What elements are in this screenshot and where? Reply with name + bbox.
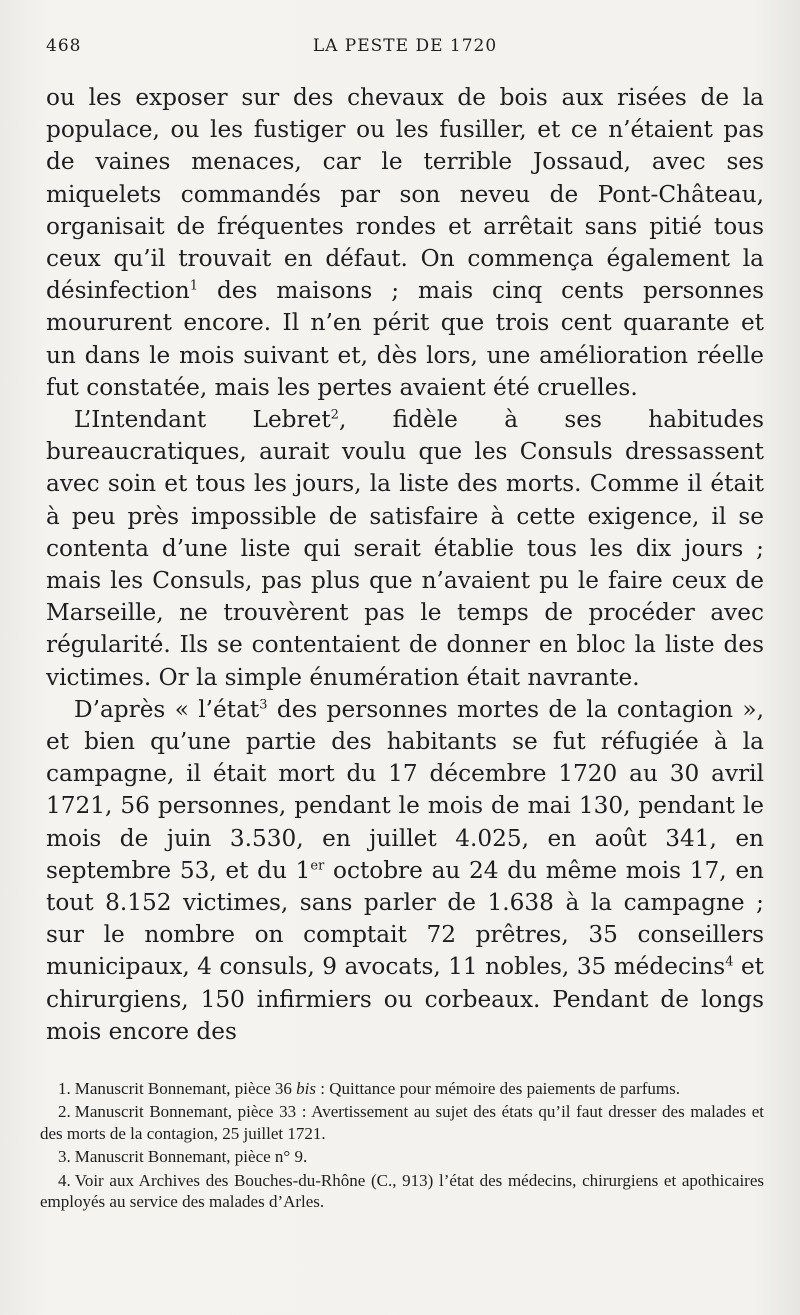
footnote-text: Manuscrit Bonnemant, pièce 36 <box>74 1079 297 1098</box>
page-number: 468 <box>46 36 82 56</box>
footnote-ref-1: 1 <box>189 278 199 294</box>
footnotes <box>40 1078 764 1214</box>
footnote-ref-2: 2 <box>330 407 339 423</box>
paragraph-2-text-a: L’Intendant Lebret <box>74 406 331 434</box>
footnote-text-end: : Quittance pour mémoire des paiements de parfums. <box>316 1079 680 1098</box>
footnote-3 <box>40 1146 764 1167</box>
paragraph-1 <box>46 82 764 404</box>
footnote-text: Manuscrit Bonnemant, pièce n° 9. <box>74 1147 308 1167</box>
footnote-italic: bis <box>296 1079 317 1098</box>
paragraph-1-text-b: des maisons ; mais cinq cents personnes moururent encore. Il n’en périt que trois cent quarante et un dans le mois suivant et, dès lors, une amélioration réelle fut constatée, mais les pertes avaient été cruelles. <box>46 277 764 401</box>
footnote-2 <box>40 1101 764 1144</box>
paragraph-3-text-b: des personnes mortes de la contagion », et bien qu’une partie des habitants se fut réfugiée à la campagne, il était mort du 17 décembre 1720 au 30 avril 1721, 56 personnes, pendant le mois de mai 130, pendant le mois de juin 3.530, en juillet 4.025, en août 341, en septembre 53, et du 1 <box>46 695 764 884</box>
footnote-1 <box>40 1078 764 1099</box>
paragraph-1-text-a: ou les exposer sur des chevaux de bois aux risées de la populace, ou les fustiger ou les fusiller, et ce n’étaient pas de vaines menaces, car le terrible Jossaud, avec ses miquelets commandés par son neveu de Pont-Château, organisait de fréquentes rondes et arrêtait sans pitié tous ceux qu’il trouvait en défaut. On commença également la désinfection <box>46 84 764 305</box>
footnote-4 <box>40 1170 764 1213</box>
footnote-ref-4: 4 <box>725 954 734 970</box>
paragraph-3 <box>46 694 764 1048</box>
footnote-number: 2. <box>58 1102 71 1122</box>
footnote-number: 3. <box>58 1147 71 1167</box>
footnote-text: Voir aux Archives des Bouches-du-Rhône (C., 913) l’état des médecins, chirurgiens et apothicaires employés au service des malades d’Arles. <box>40 1170 764 1212</box>
footnote-ref-3: 3 <box>259 697 268 713</box>
running-title: LA PESTE DE 1720 <box>312 36 498 56</box>
body-text <box>46 82 764 1048</box>
footnote-number: 4. <box>58 1170 71 1190</box>
ordinal-suffix: er <box>310 858 325 874</box>
page-header <box>46 36 764 60</box>
paragraph-3-text-c: octobre au 24 du même mois 17, en tout 8.152 victimes, sans parler de 1.638 à la campagne ; sur le nombre on comptait 72 prêtres, 35 conseillers municipaux, 4 consuls, 9 avocats, 11 nobles, 35 médecins <box>46 856 764 981</box>
paragraph-3-text-d: et chirurgiens, 150 infirmiers ou corbeaux. Pendant de longs mois encore des <box>46 953 764 1045</box>
footnote-number: 1. <box>58 1079 71 1098</box>
footnote-text: Manuscrit Bonnemant, pièce 33 : Avertissement au sujet des états qu’il faut dresser des malades et des morts de la contagion, 25 juillet 1721. <box>40 1102 764 1143</box>
paragraph-2-text-b: , fidèle à ses habitudes bureaucratiques, aurait voulu que les Consuls dressassent avec soin et tous les jours, la liste des morts. Comme il était à peu près impossible de satisfaire à cette exigence, il se contenta d’une liste qui serait établie tous les dix jours ; mais les Consuls, pas plus que n’avaient pu le faire ceux de Marseille, ne trouvèrent pas le temps de procéder avec régularité. Ils se contentaient de donner en bloc la liste des victimes. Or la simple énumération était navrante. <box>46 406 765 691</box>
paragraph-3-text-a: D’après « l’état <box>74 695 260 723</box>
paragraph-2 <box>46 404 764 694</box>
